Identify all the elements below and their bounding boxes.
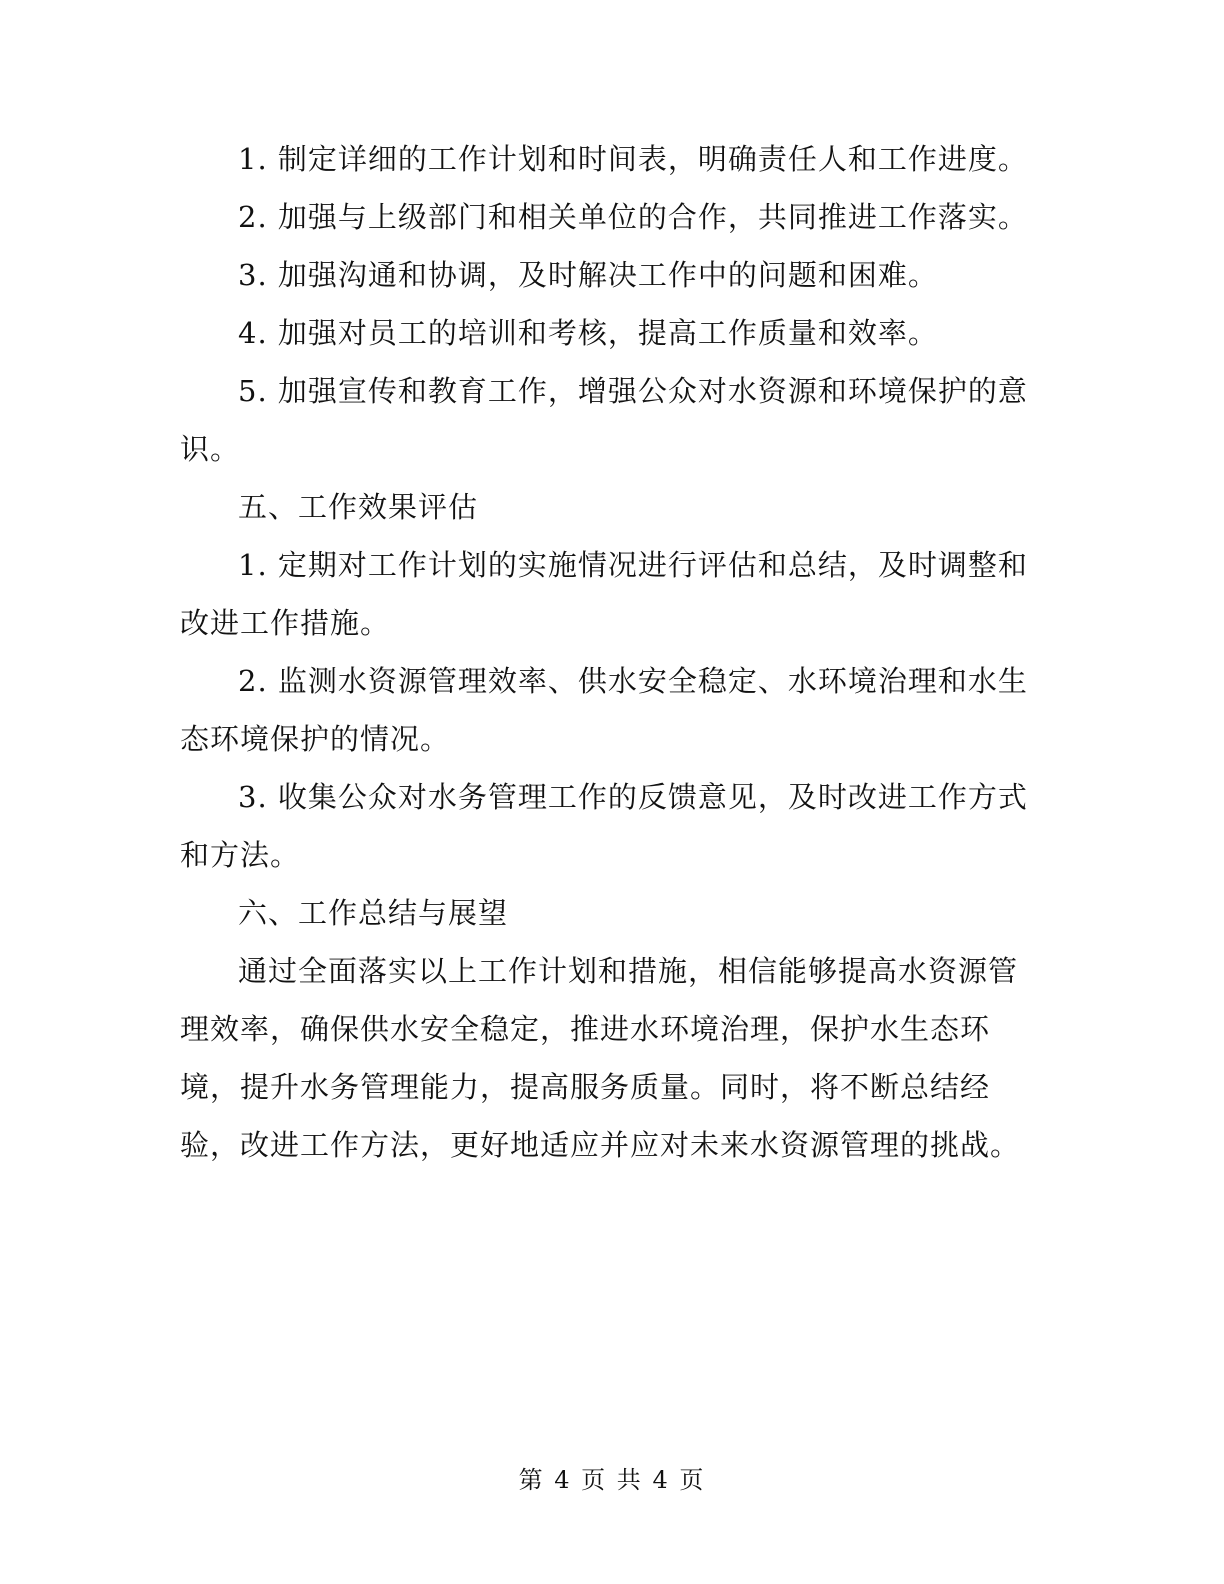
page-number: 第 4 页 共 4 页 xyxy=(518,1466,706,1494)
section-heading-6: 六、工作总结与展望 xyxy=(238,896,509,930)
evaluation-item-2: 2. 监测水资源管理效率、供水安全稳定、水环境治理和水生态环境保护的情况。 xyxy=(180,664,1028,756)
section-heading-5: 五、工作效果评估 xyxy=(238,490,479,524)
list-item-5: 5. 加强宣传和教育工作，增强公众对水资源和环境保护的意识。 xyxy=(180,374,1028,466)
list-item-2: 2. 加强与上级部门和相关单位的合作，共同推进工作落实。 xyxy=(238,200,1028,234)
summary-paragraph: 通过全面落实以上工作计划和措施，相信能够提高水资源管理效率，确保供水安全稳定，推进水环境治理，保护水生态环境，提升水务管理能力，提高服务质量。同时，将不断总结经验，改进工作方法，更好地适应并应对未来水资源管理的挑战。 xyxy=(180,954,1021,1162)
list-item-1: 1. 制定详细的工作计划和时间表，明确责任人和工作进度。 xyxy=(238,142,1028,176)
evaluation-item-1: 1. 定期对工作计划的实施情况进行评估和总结，及时调整和改进工作措施。 xyxy=(180,548,1028,640)
list-item-4: 4. 加强对员工的培训和考核，提高工作质量和效率。 xyxy=(238,316,938,350)
evaluation-item-3: 3. 收集公众对水务管理工作的反馈意见，及时改进工作方式和方法。 xyxy=(180,780,1028,872)
list-item-3: 3. 加强沟通和协调，及时解决工作中的问题和困难。 xyxy=(238,258,938,292)
document-body xyxy=(180,130,1040,1174)
